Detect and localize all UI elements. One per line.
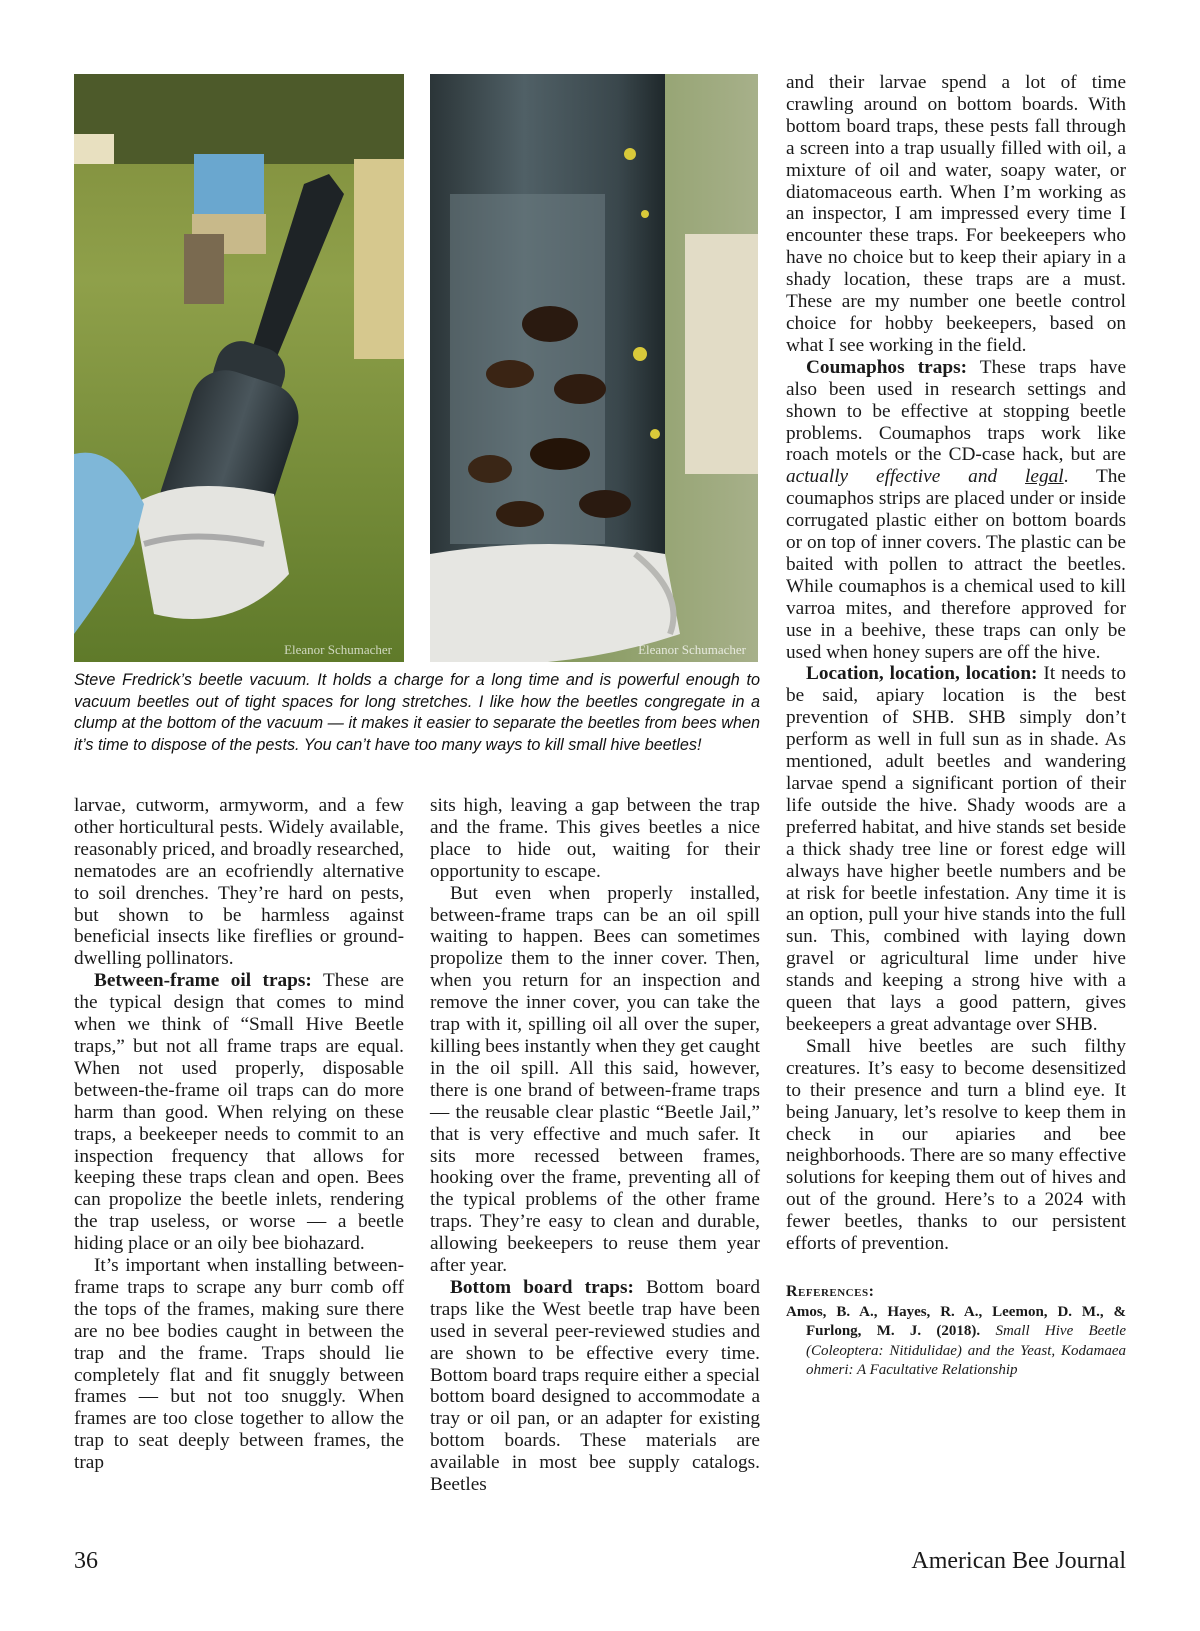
col3-paragraph-3	[786, 663, 1126, 1035]
beetle-canister-photo	[430, 74, 758, 662]
article-column-1	[74, 795, 404, 1474]
reference-title: Small Hive Beetle (Coleoptera: Nitidulidae) and the Yeast, Kodamaea ohmeri: A Facultative Relationship	[806, 1323, 1126, 1379]
section-heading-coumaphos-traps: Coumaphos traps:	[806, 356, 967, 378]
col3-paragraph-2-body-b: . The coumaphos strips are placed under or inside corrugated plastic either on bottom boards or on top of inner covers. The plastic can be baited with pollen to attract the beetles. While coumaphos is a chemical used to kill varroa mites, and therefore approved for use in a beehive, these traps can only be used when honey supers are off the hive.	[786, 466, 1126, 663]
col1-paragraph-3: It’s important when installing between-frame traps to scrape any burr comb off the tops of the frames, making sure there are no bee bodies caught in between the trap and the frame. Traps should lie completely flat and fit snuggly between frames — but not too snuggly. When frames are too close together to allow the trap to seat deeply between frames, the trap	[74, 1255, 404, 1474]
col3-emphasis-legal: legal	[1025, 466, 1064, 488]
journal-name: American Bee Journal	[911, 1548, 1126, 1574]
section-heading-between-frame-traps: Between-frame oil traps:	[94, 970, 312, 992]
col2-paragraph-3-body: Bottom board traps like the West beetle trap have been used in several peer-reviewed studies and are shown to be effective every time. Bottom board traps require either a special bottom board designed to accommodate a tray or oil pan, or an adapter for existing bottom boards. These materials are available in most bee supply catalogs. Beetles	[430, 1276, 760, 1496]
article-column-2	[430, 795, 760, 1496]
photo-left-credit: Eleanor Schumacher	[284, 642, 392, 657]
beetle-canister-illustration	[430, 74, 758, 662]
page-number: 36	[74, 1548, 98, 1574]
reference-item	[786, 1303, 1126, 1381]
col3-paragraph-2-body-a: These traps have also been used in research settings and shown to be effective at stopping beetle problems. Coumaphos traps work like roach motels or the CD-case hack, but are	[786, 356, 1126, 466]
article-column-3	[786, 72, 1126, 1381]
reference-authors: Amos, B. A., Hayes, R. A., Leemon, D. M., & Furlong, M. J. (2018).	[786, 1303, 1126, 1340]
col3-paragraph-1: and their larvae spend a lot of time crawling around on bottom boards. With bottom board traps, these pests fall through a screen into a trap usually filled with oil, a mixture of oil and water, soapy water, or diatomaceous earth. When I’m working as an inspector, I am impressed every time I encounter these traps. For beekeepers who have no choice but to keep their apiary in a shady location, these traps are a must. These are my number one beetle control choice for hobby beekeepers, based on what I see working in the field.	[786, 72, 1126, 356]
col3-paragraph-2	[786, 357, 1126, 664]
beetle-vacuum-illustration	[74, 74, 404, 662]
section-heading-location: Location, location, location:	[806, 663, 1038, 685]
col2-paragraph-2: But even when properly installed, between-frame traps can be an oil spill waiting to happen. Bees can sometimes propolize them to the inner cover. Then, when you return for an inspection and remove the inner cover, you can take the trap with it, spilling oil all over the super, killing bees instantly when they get caught in the oil spill. All this said, however, there is one brand of between-frame traps — the reusable clear plastic “Beetle Jail,” that is very effective and much safer. It sits more recessed between frames, hooking over the frame, preventing all of the typical problems of the other frame traps. They’re easy to clean and durable, allowing beekeepers to reuse them year after year.	[430, 882, 760, 1277]
col3-emphasis: actually effective and	[786, 466, 998, 488]
col3-paragraph-4: Small hive beetles are such filthy creatures. It’s easy to become desensitized to their presence and turn a blind eye. It being January, let’s resolve to keep them in check in our apiaries and bee neighborhoods. There are so many effective solutions for keeping them out of hives and out of the ground. Here’s to a 2024 with fewer beetles, thanks to our persistent efforts of prevention.	[786, 1035, 1126, 1255]
col1-paragraph-1: larvae, cutworm, armyworm, and a few other horticultural pests. Widely available, reasonably priced, and broadly researched, nematodes are an ecofriendly alternative to soil drenches. They’re hard on pests, but shown to be harmless against beneficial insects like fireflies or ground-dwelling pollinators.	[74, 795, 404, 970]
col3-paragraph-3-body: It needs to be said, apiary location is the best prevention of SHB. SHB simply don’t perform as well in full sun as in shade. As mentioned, adult beetles and wandering larvae spend a significant portion of their life outside the hive. Shady woods are a preferred habitat, and hive stands set beside a thick shady tree line or forest edge will always have higher beetle numbers and be at risk for beetle infestation. Any time it is an option, pull your hive stands into the full sun. This, combined with laying down gravel or agricultural lime under hive stands and keeping a strong hive with a queen that lays a good pattern, gives beekeepers a great advantage over SHB.	[786, 663, 1126, 1035]
photo-caption: Steve Fredrick’s beetle vacuum. It holds a charge for a long time and is powerful enough to vacuum beetles out of tight spaces for long stretches. I like how the beetles congregate in a clump at the bottom of the vacuum — it makes it easier to separate the beetles from bees when it’s time to dispose of the pests. You can’t have too many ways to kill small hive beetles!	[74, 671, 760, 754]
col1-paragraph-2-body: These are the typical design that comes to mind when we think of “Small Hive Beetle traps,” but not all frame traps are equal. When not used properly, disposable between-the-frame oil traps can do more harm than good. When relying on these traps, a beekeeper needs to commit to an inspection frequency that allows for keeping these traps clean and open. Bees can propolize the beetle inlets, rendering the trap useless, or worse — a beetle hiding place or an oily bee biohazard.	[74, 970, 404, 1255]
col2-paragraph-1: sits high, leaving a gap between the trap and the frame. This gives beetles a nice place to hide out, waiting for their opportunity to escape.	[430, 795, 760, 882]
photo-right-credit: Eleanor Schumacher	[638, 642, 746, 657]
col2-paragraph-3	[430, 1277, 760, 1496]
col1-paragraph-2	[74, 970, 404, 1255]
section-heading-bottom-board-traps: Bottom board traps:	[450, 1276, 634, 1298]
beetle-vacuum-photo	[74, 74, 404, 662]
references-heading: References:	[786, 1282, 875, 1300]
